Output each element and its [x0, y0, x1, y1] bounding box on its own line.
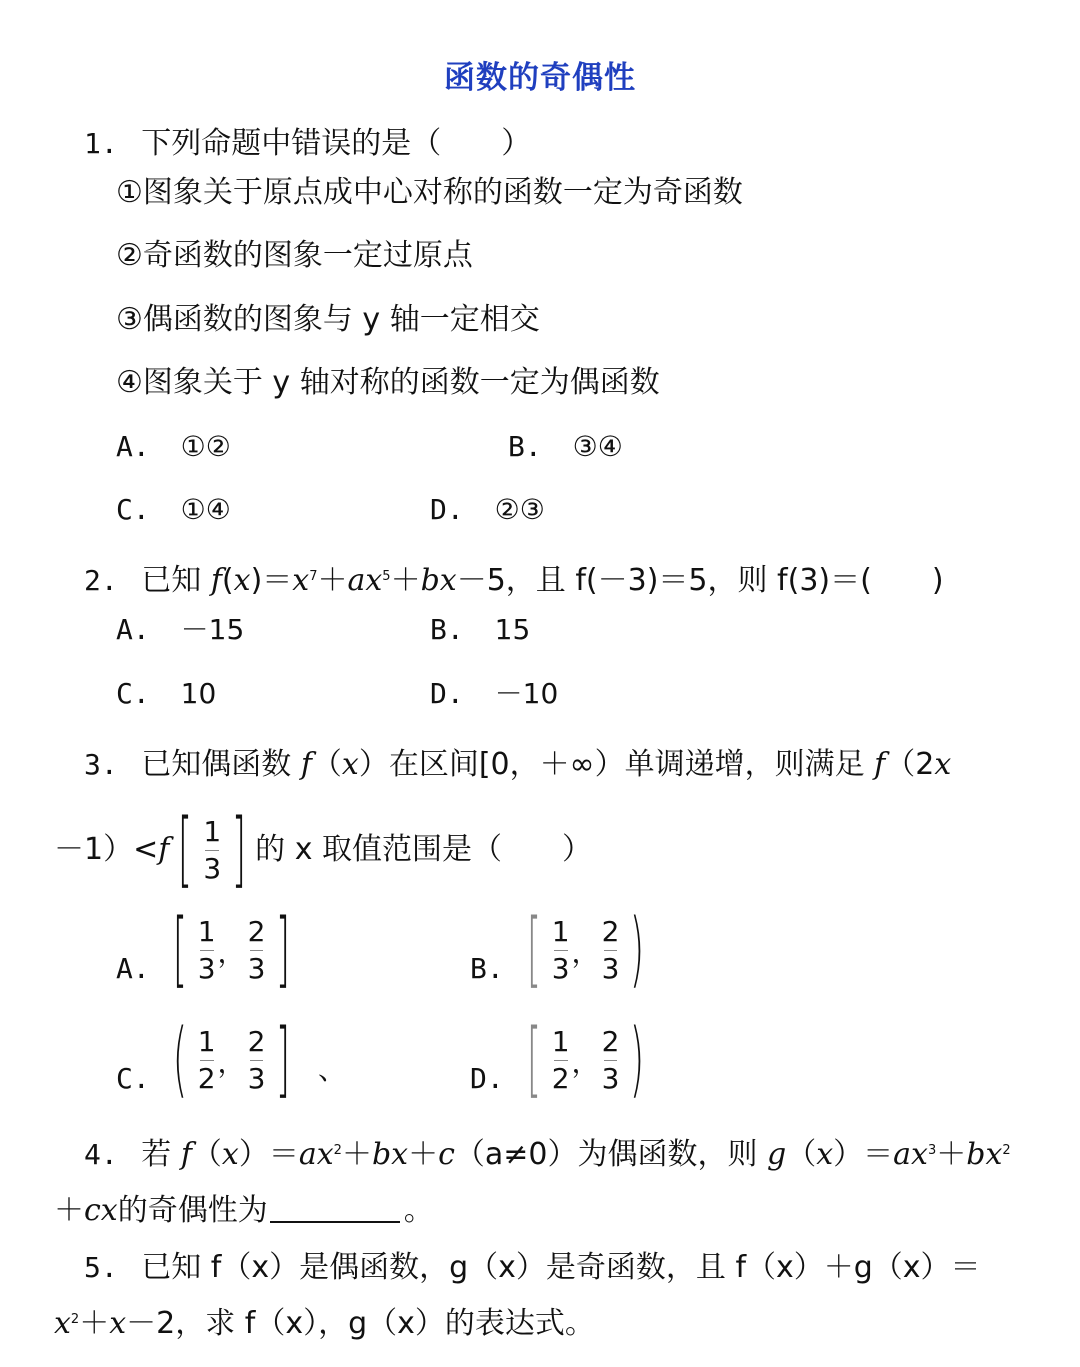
statement-3: ③偶函数的图象与 y 轴一定相交 — [116, 302, 540, 337]
question-5-line2: $x^2+x-2$，求 f（x），g（x）的表达式。 — [54, 1306, 595, 1341]
q1-option-a[interactable]: A. ①② — [116, 430, 231, 463]
q2-option-c[interactable]: C. 10 — [116, 677, 217, 710]
q1-option-c[interactable]: C. ①④ — [116, 493, 231, 526]
statement-4: ④图象关于 y 轴对称的函数一定为偶函数 — [116, 365, 660, 400]
statement-1: ①图象关于原点成中心对称的函数一定为奇函数 — [116, 175, 743, 210]
statement-2: ②奇函数的图象一定过原点 — [116, 238, 473, 273]
q2-option-d[interactable]: D. －10 — [430, 677, 559, 710]
q2-option-a[interactable]: A. －15 — [116, 613, 245, 646]
q2-formula: f — [210, 563, 222, 598]
q1-option-d[interactable]: D. ②③ — [430, 493, 545, 526]
q3-option-c[interactable]: C. ( $\frac{1}{2}$ ， $\frac{2}{3}$ ] — [116, 1012, 291, 1107]
q3-option-d[interactable]: D. [ $\frac{1}{2}$ ， $\frac{2}{3}$ ) — [470, 1012, 645, 1107]
question-4-line2: ＋cx的奇偶性为 。 — [54, 1193, 434, 1228]
question-2-stem: 2. 已知 $f(x)=x^7+ax^5+bx-5$，且 f(－3)＝5，则 f(3)＝( ) — [84, 563, 944, 598]
question-1-stem — [84, 124, 531, 164]
page-title: 函数的奇偶性 — [444, 60, 636, 96]
question-3-stem: 3. 已知偶函数 f（x）在区间[0，＋∞）单调递增，则满足 f（2x — [84, 747, 952, 782]
question-text: 下列命题中错误的是（ ） — [141, 126, 532, 161]
question-number: 1. — [84, 127, 118, 160]
answer-blank[interactable] — [270, 1220, 400, 1223]
question-4-stem: 4. 若 $f(x)=ax^2+bx+c(a\ne 0)$为偶函数，则 $g(x)=ax^3+bx^2$ — [84, 1137, 1011, 1172]
q3-option-b[interactable]: B. [ $\frac{1}{3}$ ， $\frac{2}{3}$ ) — [470, 902, 645, 997]
stray-mark: 、 — [318, 1053, 347, 1086]
question-3-line2: －1）< f [ $\frac{1}{3}$ ] 的 x 取值范围是（ ） — [54, 802, 592, 897]
q2-option-b[interactable]: B. 15 — [430, 613, 531, 646]
q3-option-a[interactable]: A. [ $\frac{1}{3}$ ， $\frac{2}{3}$ ] — [116, 902, 291, 997]
q1-option-b[interactable]: B. ③④ — [508, 430, 623, 463]
fraction-one-third: [ $\frac{1}{3}$ ] — [178, 802, 247, 897]
question-5-stem: 5. 已知 f（x）是偶函数，g（x）是奇函数，且 f（x）＋g（x）＝ — [84, 1250, 981, 1285]
